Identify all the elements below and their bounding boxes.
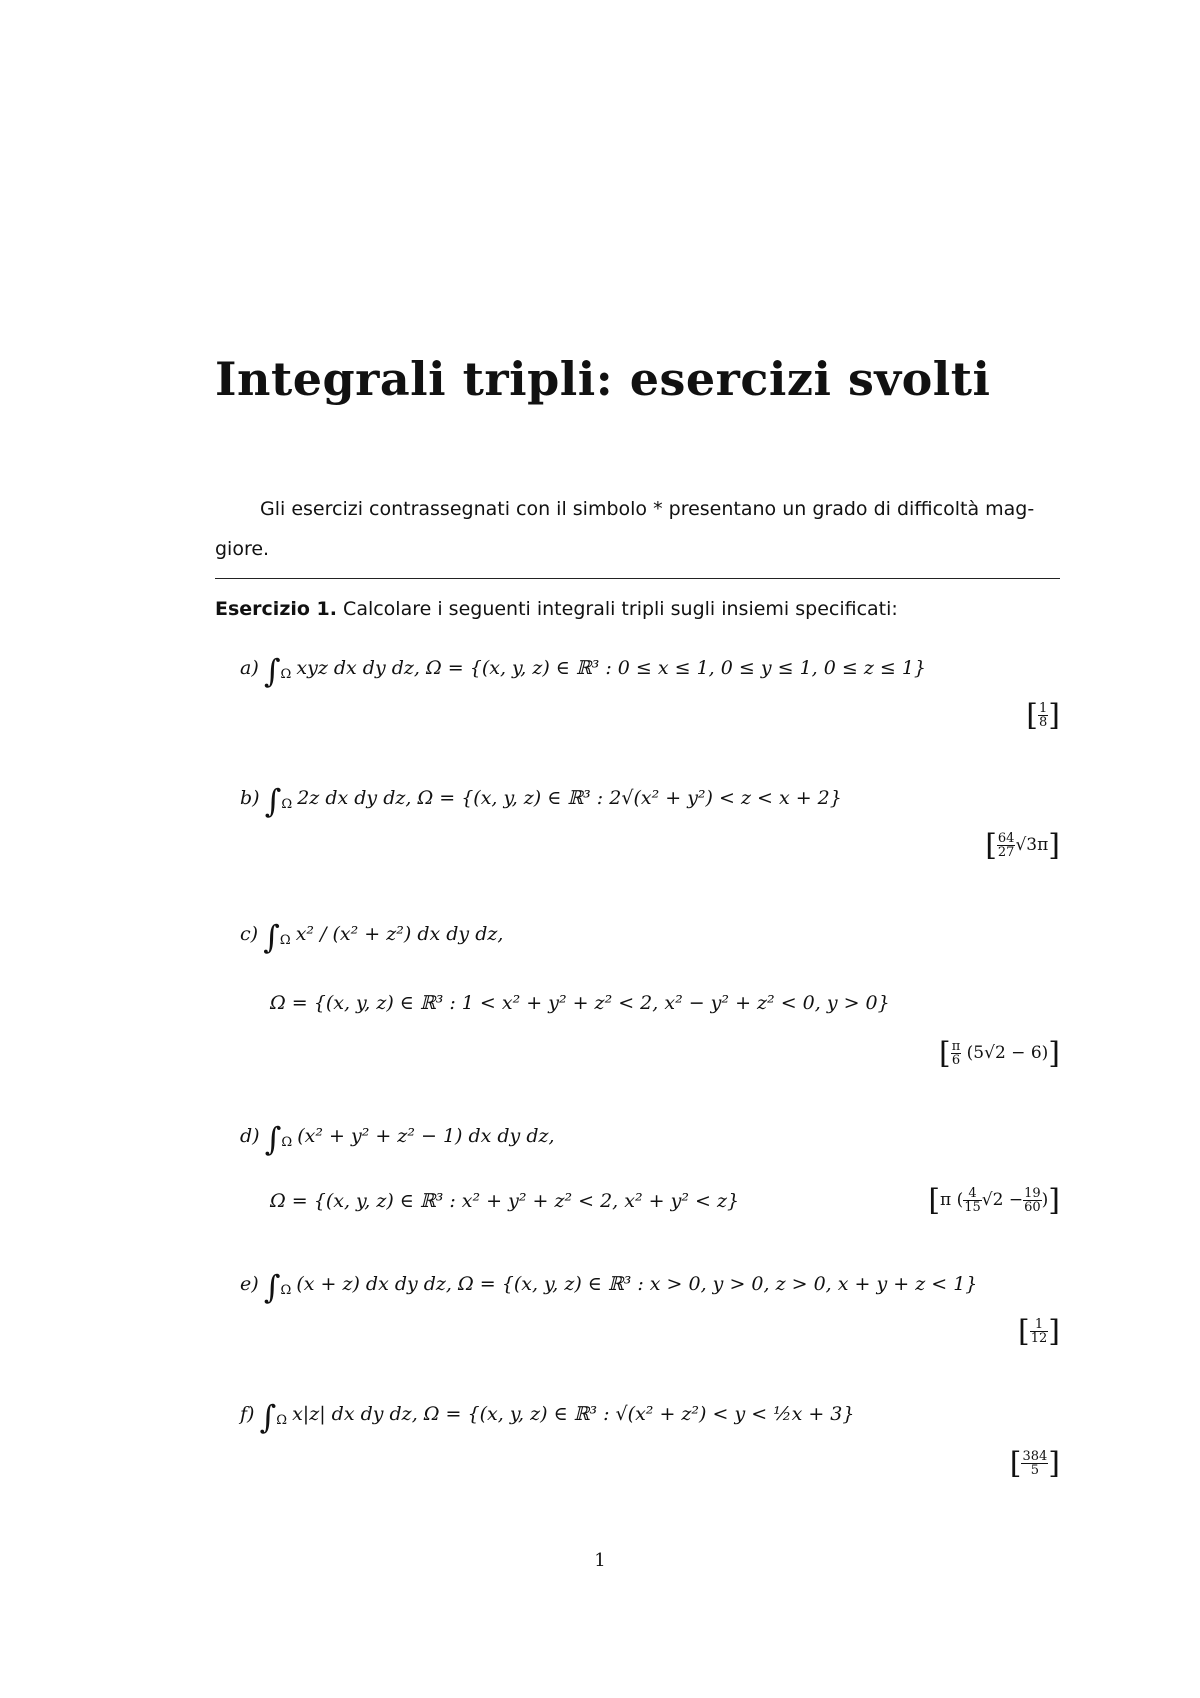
bracket-open: [ (939, 1036, 951, 1071)
item-label: f) (240, 1403, 255, 1425)
exercise-text: Calcolare i seguenti integrali tripli sugli insiemi specificati: (343, 598, 898, 620)
fraction: $\frac{1}{12}$ (1030, 1317, 1048, 1346)
bracket-close: ] (1048, 828, 1060, 863)
formula: x|z| dx dy dz, Ω = {(x, y, z) ∈ ℝ³ : √(x² + z²) < y < ½x + 3} (292, 1403, 855, 1425)
fraction: $\frac{\pi}{6}$ (951, 1039, 961, 1068)
answer-f (1010, 1446, 1060, 1481)
item-label: b) (240, 787, 260, 809)
bracket-open: [ (1009, 1446, 1022, 1481)
item-f (240, 1398, 855, 1436)
bracket-close: ] (1048, 1314, 1060, 1349)
fraction: $\frac{1}{8}$ (1039, 701, 1048, 730)
answer-prefix: π ( (940, 1190, 964, 1210)
domain-subscript: Ω (276, 1413, 287, 1429)
answer-c (939, 1036, 1060, 1071)
item-c (240, 918, 503, 956)
formula: (x² + y² + z² − 1) dx dy dz, (297, 1125, 555, 1147)
page-title: Integrali tripli: esercizi svolti (215, 352, 991, 406)
answer-mid: √2 − (981, 1190, 1024, 1210)
answer-d (928, 1183, 1060, 1218)
item-e (240, 1268, 977, 1306)
bracket-open: [ (1018, 1314, 1030, 1349)
answer-suffix: √3π (1015, 835, 1049, 855)
exercise-heading (215, 598, 898, 620)
answer-suffix: (5√2 − 6) (966, 1043, 1049, 1063)
answer-b (985, 828, 1060, 863)
answer-suffix: ) (1041, 1190, 1049, 1210)
domain-subscript: Ω (279, 933, 291, 949)
horizontal-rule (215, 578, 1060, 579)
formula: xyz dx dy dz, Ω = {(x, y, z) ∈ ℝ³ : 0 ≤ x ≤ 1, 0 ≤ y ≤ 1, 0 ≤ z ≤ 1} (296, 657, 927, 679)
integral-sign: ∫ (264, 1120, 282, 1158)
exercise-label: Esercizio 1. (215, 598, 337, 620)
formula: x² / (x² + z²) dx dy dz, (295, 923, 504, 945)
bracket-open: [ (1026, 698, 1038, 733)
domain-subscript: Ω (281, 1135, 293, 1151)
item-d (240, 1120, 555, 1158)
item-d-domain (270, 1190, 739, 1212)
domain-subscript: Ω (281, 797, 293, 813)
domain-subscript: Ω (280, 1283, 292, 1299)
intro-line-1: Gli esercizi contrassegnati con il simbolo * presentano un grado di difficoltà mag- (260, 498, 1035, 520)
item-label: a) (240, 657, 259, 679)
formula: 2z dx dy dz, Ω = {(x, y, z) ∈ ℝ³ : 2√(x² + y²) < z < x + 2} (297, 787, 842, 809)
intro-line-2: giore. (215, 538, 270, 560)
fraction: $\frac{4}{15}$ (964, 1186, 981, 1215)
bracket-close: ] (1048, 1183, 1060, 1218)
answer-a (1026, 698, 1060, 733)
integral-sign: ∫ (263, 1268, 281, 1306)
answer-e (1018, 1314, 1060, 1349)
item-label: c) (240, 923, 259, 945)
bracket-close: ] (1048, 1446, 1060, 1481)
bracket-close: ] (1048, 1036, 1060, 1071)
integral-sign: ∫ (259, 1398, 277, 1436)
bracket-close: ] (1048, 698, 1060, 733)
item-a (240, 652, 926, 690)
domain-formula: Ω = {(x, y, z) ∈ ℝ³ : x² + y² + z² < 2, x² + y² < z} (270, 1190, 740, 1212)
item-c-domain (270, 992, 890, 1014)
item-label: e) (240, 1273, 259, 1295)
integral-sign: ∫ (263, 652, 281, 690)
bracket-open: [ (928, 1183, 941, 1218)
item-label: d) (240, 1125, 260, 1147)
formula: (x + z) dx dy dz, Ω = {(x, y, z) ∈ ℝ³ : x > 0, y > 0, z > 0, x + y + z < 1} (296, 1273, 978, 1295)
integral-sign: ∫ (264, 782, 282, 820)
fraction-2: $\frac{19}{60}$ (1024, 1186, 1041, 1215)
domain-formula: Ω = {(x, y, z) ∈ ℝ³ : 1 < x² + y² + z² < 2, x² − y² + z² < 0, y > 0} (270, 992, 890, 1014)
fraction: $\frac{384}{5}$ (1022, 1449, 1048, 1478)
bracket-open: [ (985, 828, 997, 863)
fraction: $\frac{64}{27}$ (997, 831, 1015, 860)
item-b (240, 782, 842, 820)
integral-sign: ∫ (263, 918, 280, 956)
domain-subscript: Ω (280, 667, 292, 683)
page-number: 1 (594, 1550, 606, 1571)
